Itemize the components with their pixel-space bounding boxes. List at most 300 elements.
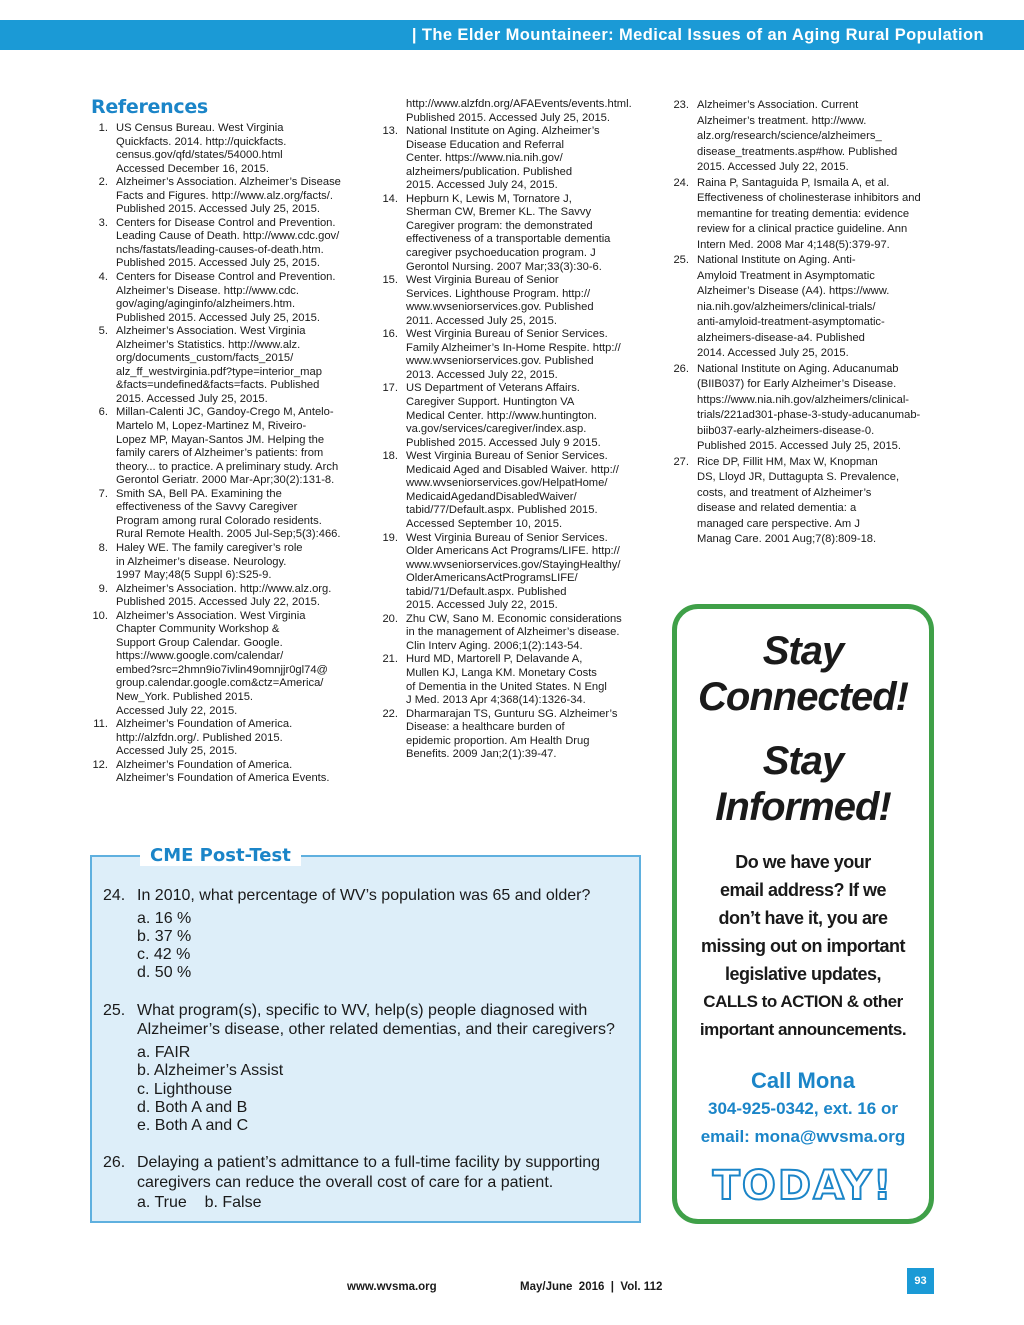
reference-text: Alzheimer’s Association. Alzheimer’s Disease — [116, 176, 341, 189]
answer-option: c. Lighthouse — [137, 1081, 233, 1098]
reference-number — [375, 355, 406, 369]
page-number: 93 — [907, 1268, 934, 1294]
reference-number — [375, 139, 406, 153]
answer-option: b. 37 % — [137, 928, 192, 945]
reference-number: 13. — [382, 125, 398, 138]
reference-number — [666, 517, 697, 533]
reference-line — [666, 207, 936, 223]
reference-number — [375, 98, 406, 112]
reference-line — [375, 721, 657, 735]
reference-number — [85, 434, 116, 448]
reference-number — [375, 410, 406, 424]
answer-option: b. Alzheimer’s Assist — [137, 1062, 284, 1079]
reference-number: 10. — [92, 609, 108, 622]
question-25 — [103, 1001, 633, 1141]
reference-number — [85, 149, 116, 163]
reference-number: 15. — [382, 274, 398, 287]
ad-email[interactable]: email: mona@wvsma.org — [700, 1127, 906, 1146]
reference-text: disease and related dementia: a — [697, 502, 857, 514]
reference-text: Martelo M, Lopez-Martinez M, Riveiro- — [116, 420, 307, 433]
reference-line — [375, 220, 657, 234]
reference-line — [375, 369, 657, 383]
reference-text: nia.nih.gov/alzheimers/clinical-trials/ — [697, 300, 876, 313]
reference-line — [375, 152, 657, 166]
reference-line — [666, 300, 936, 316]
reference-number — [85, 650, 116, 664]
reference-line — [85, 149, 365, 163]
answer-option: c. 42 % — [137, 946, 191, 963]
reference-number — [85, 203, 116, 217]
reference-text: Alzheimer’s Association. West Virginia — [116, 325, 306, 338]
reference-text: effectiveness of the Savvy Caregiver — [116, 501, 298, 514]
reference-text: Center. https://www.nia.nih.gov/ — [406, 152, 563, 165]
reference-number — [375, 206, 406, 220]
reference-line — [85, 772, 365, 786]
reference-number — [375, 152, 406, 166]
reference-line — [85, 176, 365, 190]
reference-number — [666, 160, 697, 176]
reference-number — [375, 586, 406, 600]
reference-text: biib037-early-alzheimers-disease-0. — [697, 424, 875, 437]
reference-number — [85, 285, 116, 299]
reference-line — [85, 528, 365, 542]
reference-text: OlderAmericansActProgramsLIFE/ — [406, 572, 578, 585]
ad-phone-number[interactable]: 304-925-0342, ext. 16 or — [708, 1099, 898, 1118]
reference-text: Medicaid Aged and Disabled Waiver. http:// — [406, 463, 619, 476]
reference-number — [85, 637, 116, 651]
reference-line — [375, 382, 657, 396]
reference-text: https://www.google.com/calendar/ — [116, 650, 284, 663]
answer-option: a. 16 % — [137, 910, 192, 927]
reference-number — [375, 545, 406, 559]
cme-post-test-title: CME Post-Test — [140, 845, 301, 866]
reference-number — [85, 366, 116, 380]
reference-text: Centers for Disease Control and Prevention. — [116, 271, 336, 284]
reference-line — [375, 166, 657, 180]
reference-line — [85, 339, 365, 353]
reference-number — [666, 238, 697, 254]
reference-text: disease_treatments.asp#how. Published — [697, 145, 898, 158]
reference-number — [375, 247, 406, 261]
question-text-line-2: caregivers can reduce the overall cost of care for a patient. — [137, 1174, 554, 1191]
reference-line — [375, 261, 657, 275]
reference-line — [375, 545, 657, 559]
reference-text: 2015. Accessed July 25, 2015. — [116, 392, 268, 405]
reference-line — [375, 342, 657, 356]
reference-text: Family Alzheimer’s In-Home Respite. http:// — [406, 341, 621, 354]
reference-line — [85, 271, 365, 285]
reference-text: Centers for Disease Control and Prevention. — [116, 216, 336, 229]
reference-line — [666, 393, 936, 409]
reference-line — [666, 346, 936, 362]
reference-text: www.wvseniorservices.gov. Published — [406, 301, 594, 314]
reference-number: 6. — [98, 406, 108, 419]
reference-text: memantine for treating dementia: evidence — [697, 207, 910, 220]
reference-line — [375, 491, 657, 505]
reference-text: Alzheimer’s Disease (A4). https://www. — [697, 285, 890, 297]
reference-text: alzheimers/publication. Published — [406, 165, 573, 178]
reference-number — [375, 369, 406, 383]
reference-number — [85, 257, 116, 271]
reference-number — [666, 377, 697, 393]
reference-line — [85, 569, 365, 583]
reference-text: alz_ff_westvirginia.pdf?type=interior_map — [116, 365, 322, 378]
reference-line — [375, 599, 657, 613]
reference-text: 2015. Accessed July 22, 2015. — [697, 161, 849, 173]
reference-text: of Dementia in the United States. N Engl — [406, 680, 607, 693]
reference-line — [666, 424, 936, 440]
reference-text: Published 2015. Accessed July 25, 2015. — [116, 311, 321, 324]
reference-line — [85, 352, 365, 366]
reference-text: Alzheimer’s Disease. http://www.cdc. — [116, 284, 300, 297]
reference-line — [375, 179, 657, 193]
reference-text: Published 2015. Accessed July 25, 2015. — [697, 440, 902, 452]
reference-line — [666, 455, 936, 471]
reference-number — [375, 288, 406, 302]
reference-number: 9. — [98, 582, 108, 595]
reference-text: http://alzfdn.org/. Published 2015. — [116, 731, 283, 744]
reference-number: 3. — [98, 216, 108, 229]
reference-text: New_York. Published 2015. — [116, 690, 254, 703]
reference-text: J Med. 2013 Apr 4;368(14):1326-34. — [406, 694, 586, 707]
answer-options: a. True b. False — [137, 1194, 262, 1211]
reference-text: Accessed July 22, 2015. — [116, 704, 238, 717]
reference-text: group.calendar.google.com&ctz=America/ — [116, 677, 324, 690]
reference-text: West Virginia Bureau of Senior Services. — [406, 328, 608, 341]
reference-text: 2013. Accessed July 22, 2015. — [406, 368, 558, 381]
reference-number — [666, 501, 697, 517]
reference-text: tabid/71/Default.aspx. Published — [406, 585, 567, 598]
reference-line — [85, 163, 365, 177]
reference-number: 18. — [382, 450, 398, 463]
reference-text: 1997 May;48(5 Suppl 6):S25-9. — [116, 569, 272, 582]
reference-number — [666, 300, 697, 316]
reference-number: 4. — [98, 271, 108, 284]
reference-line — [375, 559, 657, 573]
reference-line — [375, 518, 657, 532]
reference-text: Hurd MD, Martorell P, Delavande A, — [406, 653, 583, 666]
reference-line — [375, 694, 657, 708]
reference-text: Gerontol Nursing. 2007 Mar;33(3):30-6. — [406, 260, 602, 273]
reference-text: Published 2015. Accessed July 25, 2015. — [116, 203, 321, 216]
reference-line — [666, 253, 936, 269]
reference-number: 12. — [92, 758, 108, 771]
reference-text: US Department of Veterans Affairs. — [406, 382, 580, 395]
reference-line — [85, 366, 365, 380]
footer-issue: May/June 2016 | Vol. 112 — [520, 1281, 663, 1293]
reference-line — [375, 98, 657, 112]
reference-text: anti-amyloid-treatment-asymptomatic- — [697, 316, 885, 328]
reference-text: US Census Bureau. West Virginia — [116, 122, 284, 134]
reference-number — [375, 640, 406, 654]
reference-number — [666, 424, 697, 440]
reference-text: review for a clinical practice guideline. Ann — [697, 223, 908, 235]
reference-line — [375, 112, 657, 126]
reference-text: nchs/fastats/leading-causes-of-death.htm. — [116, 243, 324, 256]
reference-text: 2014. Accessed July 25, 2015. — [697, 347, 849, 359]
reference-number: 11. — [93, 718, 108, 731]
reference-number — [666, 315, 697, 331]
question-text-line-1: Delaying a patient’s admittance to a full-time facility by supporting — [137, 1154, 601, 1171]
ad-body-line: Do we have your — [735, 852, 871, 872]
reference-text: Support Group Calendar. Google. — [116, 636, 283, 649]
reference-number — [375, 166, 406, 180]
reference-text: Published 2015. Accessed July 25, 2015. — [406, 111, 611, 124]
reference-line — [85, 759, 365, 773]
reference-text: Accessed July 25, 2015. — [116, 745, 238, 758]
reference-number — [85, 136, 116, 150]
reference-number — [666, 532, 697, 548]
reference-line — [666, 238, 936, 254]
reference-text: &facts=undefined&facts=facts. Published — [116, 379, 320, 392]
reference-number — [85, 772, 116, 786]
reference-text: Lopez MP, Mayan-Santos JM. Helping the — [116, 433, 325, 446]
reference-number — [85, 447, 116, 461]
reference-line — [375, 586, 657, 600]
running-header-title: | The Elder Mountaineer: Medical Issues of an Aging Rural Population — [411, 26, 984, 44]
reference-number: 7. — [98, 487, 108, 500]
reference-line — [666, 408, 936, 424]
reference-number — [85, 312, 116, 326]
reference-line — [85, 379, 365, 393]
reference-line — [375, 410, 657, 424]
reference-text: West Virginia Bureau of Senior Services. — [406, 450, 608, 463]
reference-line — [375, 274, 657, 288]
reference-line — [375, 125, 657, 139]
question-26 — [103, 1153, 633, 1215]
reference-line — [85, 745, 365, 759]
reference-text: va.gov/services/caregiver/index.asp. — [406, 423, 587, 436]
reference-number — [375, 423, 406, 437]
footer-website[interactable]: www.wvsma.org — [347, 1281, 437, 1293]
reference-line — [85, 190, 365, 204]
ad-body-line: don’t have it, you are — [718, 908, 888, 928]
reference-number — [375, 626, 406, 640]
reference-line — [375, 301, 657, 315]
reference-line — [375, 613, 657, 627]
reference-text: Published 2015. Accessed July 22, 2015. — [116, 596, 321, 609]
reference-number — [375, 599, 406, 613]
reference-number — [666, 222, 697, 238]
reference-text: Alzheimer’s Statistics. http://www.alz. — [116, 338, 301, 351]
reference-number: 19. — [382, 531, 398, 544]
reference-line — [375, 748, 657, 762]
reference-number: 22. — [382, 707, 398, 720]
reference-text: caregiver psychoeducation program. J — [406, 247, 596, 260]
reference-text: census.gov/qfd/states/54000.html — [116, 149, 283, 162]
question-number: 25. — [103, 1002, 126, 1019]
reference-text: Services. Lighthouse Program. http:// — [406, 287, 591, 300]
reference-text: trials/221ad301-phase-3-study-aducanumab- — [697, 409, 921, 421]
reference-number — [85, 623, 116, 637]
references-column-1 — [85, 122, 365, 786]
reference-number — [85, 352, 116, 366]
reference-line — [85, 217, 365, 231]
reference-text: Accessed September 10, 2015. — [406, 517, 563, 530]
reference-number — [666, 145, 697, 161]
reference-text: 2015. Accessed July 22, 2015. — [406, 599, 558, 612]
reference-text: Disease Education and Referral — [406, 138, 564, 151]
reference-line — [375, 139, 657, 153]
reference-text: 2011. Accessed July 25, 2015. — [406, 314, 557, 327]
reference-line — [375, 532, 657, 546]
reference-text: Published 2015. Accessed July 25, 2015. — [116, 257, 321, 270]
question-24 — [103, 886, 633, 986]
reference-text: Alzheimer’s Foundation of America. — [116, 718, 293, 731]
question-text-line-2: Alzheimer’s disease, other related dementias, and their caregivers? — [137, 1021, 615, 1038]
reference-number — [85, 677, 116, 691]
reference-number — [85, 569, 116, 583]
reference-number: 26. — [673, 362, 689, 375]
reference-text: managed care perspective. Am J — [697, 517, 860, 530]
reference-text: Gerontol Geriatr. 2000 Mar-Apr;30(2):131-8. — [116, 474, 335, 487]
reference-text: Alzheimer’s Association. http://www.alz.org. — [116, 582, 332, 595]
reference-number: 2. — [98, 176, 108, 189]
reference-line — [375, 233, 657, 247]
reference-text: Sherman CW, Bremer KL. The Savvy — [406, 206, 592, 219]
reference-number — [375, 477, 406, 491]
reference-number: 21. — [382, 653, 398, 666]
reference-number — [85, 230, 116, 244]
reference-number: 24. — [673, 176, 689, 189]
ad-headline-stay-2: Stay — [762, 739, 844, 783]
reference-number — [666, 439, 697, 455]
reference-line — [375, 667, 657, 681]
reference-number — [375, 342, 406, 356]
reference-line — [85, 434, 365, 448]
reference-line — [666, 315, 936, 331]
reference-line — [85, 325, 365, 339]
reference-number — [375, 491, 406, 505]
reference-number: 20. — [382, 612, 398, 625]
reference-text: Alzheimer’s Association. West Virginia — [116, 609, 306, 622]
references-heading: References — [91, 96, 208, 118]
reference-line — [375, 355, 657, 369]
reference-line — [85, 488, 365, 502]
reference-text: Alzheimer’s treatment. http://www. — [697, 114, 867, 127]
reference-line — [375, 328, 657, 342]
reference-number — [666, 191, 697, 207]
reference-text: epidemic proportion. Am Health Drug — [406, 734, 590, 747]
header-bar — [0, 20, 1024, 50]
reference-number — [375, 694, 406, 708]
ad-body-line: legislative updates, — [724, 964, 882, 984]
reference-line — [666, 160, 936, 176]
reference-number — [375, 179, 406, 193]
reference-text: Medical Center. http://www.huntington. — [406, 409, 597, 422]
reference-number — [85, 244, 116, 258]
reference-line — [666, 439, 936, 455]
reference-text: Amyloid Treatment in Asymptomatic — [697, 269, 875, 282]
reference-line — [666, 269, 936, 285]
reference-line — [85, 298, 365, 312]
reference-text: Haley WE. The family caregiver’s role — [116, 541, 303, 554]
reference-line — [85, 556, 365, 570]
ad-call-mona: Call Mona — [751, 1068, 855, 1093]
reference-number — [85, 420, 116, 434]
reference-text: Alzheimer’s Foundation of America. — [116, 758, 293, 771]
reference-number — [375, 220, 406, 234]
reference-line — [85, 542, 365, 556]
reference-text: Disease: a healthcare burden of — [406, 721, 565, 734]
references-column-3 — [666, 98, 936, 548]
reference-number — [85, 705, 116, 719]
reference-text: theory... to practice. A preliminary study. Arch — [116, 460, 339, 473]
reference-line — [375, 477, 657, 491]
reference-text: http://www.alzfdn.org/AFAEvents/events.html. — [406, 98, 632, 110]
reference-text: National Institute on Aging. Anti- — [697, 254, 856, 266]
reference-line — [85, 244, 365, 258]
reference-text: Manag Care. 2001 Aug;7(8):809-18. — [697, 533, 877, 545]
reference-number: 8. — [98, 541, 108, 554]
reference-number — [85, 691, 116, 705]
reference-line — [85, 705, 365, 719]
reference-number — [666, 114, 697, 130]
reference-text: Benefits. 2009 Jan;2(1):39-47. — [406, 748, 557, 761]
ad-headline-stay: Stay — [762, 629, 844, 673]
reference-line — [375, 396, 657, 410]
stay-connected-ad — [672, 604, 934, 1224]
reference-line — [666, 145, 936, 161]
reference-line — [375, 626, 657, 640]
answer-option: d. Both A and B — [137, 1099, 248, 1116]
reference-text: family carers of Alzheimer’s patients: from — [116, 447, 324, 460]
reference-number — [85, 664, 116, 678]
reference-number — [375, 315, 406, 329]
reference-number — [375, 559, 406, 573]
references-column-2 — [375, 98, 657, 762]
reference-line — [666, 517, 936, 533]
reference-text: effectiveness of a transportable dementia — [406, 233, 611, 246]
reference-number — [85, 745, 116, 759]
reference-line — [85, 393, 365, 407]
answer-option: a. FAIR — [137, 1044, 191, 1061]
reference-line — [666, 486, 936, 502]
reference-line — [375, 315, 657, 329]
reference-line — [666, 362, 936, 378]
reference-number — [666, 269, 697, 285]
reference-text: in Alzheimer’s disease. Neurology. — [116, 555, 287, 568]
reference-number: 27. — [673, 455, 689, 468]
reference-line — [85, 406, 365, 420]
reference-line — [85, 718, 365, 732]
reference-number — [375, 233, 406, 247]
reference-number: 16. — [382, 328, 398, 341]
ad-body-line: email address? If we — [719, 880, 887, 900]
reference-line — [666, 284, 936, 300]
reference-number: 25. — [673, 254, 689, 266]
ad-body-line: missing out on important — [701, 936, 905, 956]
reference-number — [85, 163, 116, 177]
reference-line — [85, 474, 365, 488]
reference-number — [375, 735, 406, 749]
reference-text: gov/aging/aginginfo/alzheimers.htm. — [116, 298, 296, 311]
reference-line — [85, 691, 365, 705]
reference-line — [666, 470, 936, 486]
reference-line — [666, 501, 936, 517]
reference-text: Quickfacts. 2014. http://quickfacts. — [116, 135, 287, 148]
reference-number — [85, 190, 116, 204]
reference-line — [85, 623, 365, 637]
ad-today: TODAY! — [712, 1163, 894, 1209]
reference-number — [85, 339, 116, 353]
reference-text: www.wvseniorservices.gov/StayingHealthy/ — [406, 558, 621, 571]
reference-line — [85, 596, 365, 610]
reference-text: Clin Interv Aging. 2006;1(2):143-54. — [406, 639, 583, 652]
reference-line — [85, 677, 365, 691]
reference-text: Accessed December 16, 2015. — [116, 162, 269, 175]
reference-line — [85, 732, 365, 746]
